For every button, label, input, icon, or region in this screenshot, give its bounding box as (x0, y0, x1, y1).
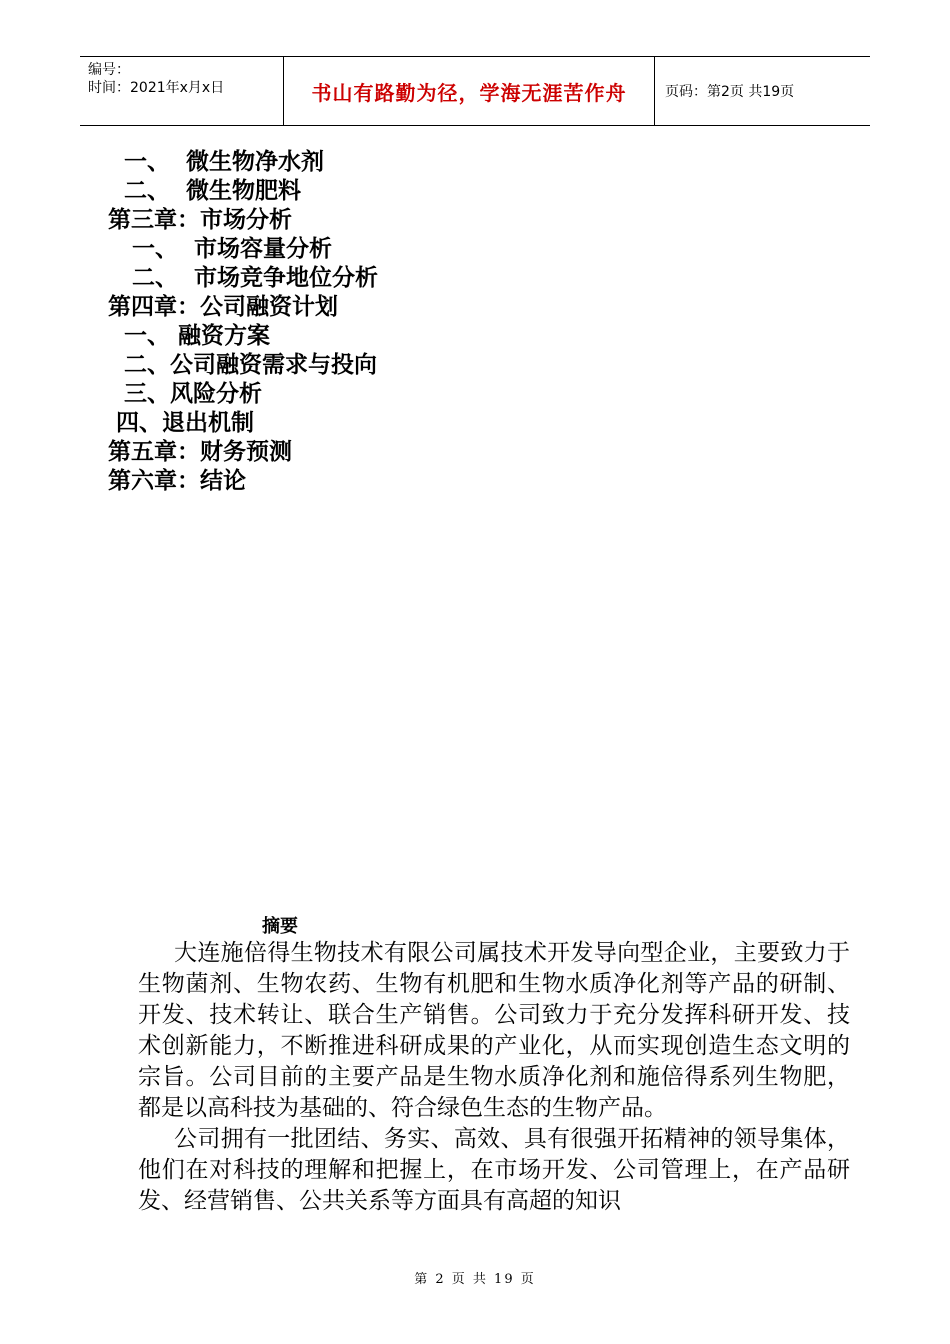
abstract-title: 摘要 (262, 916, 298, 937)
toc-item: 二、 市场竞争地位分析 (108, 265, 379, 291)
abstract-paragraph: 公司拥有一批团结、务实、高效、具有很强开拓精神的领导集体，他们在对科技的理解和把握上，在市场开发、公司管理上，在产品研发、经营销售、公共关系等方面具有高超的知识 (138, 1126, 850, 1214)
toc-chapter: 第四章：公司融资计划 (108, 294, 338, 320)
toc-chapter: 第六章：结论 (108, 468, 246, 494)
toc-item: 一、 微生物净水剂 (108, 149, 325, 175)
toc-chapter: 第五章：财务预测 (108, 439, 292, 465)
header-page-info: 页码：第2页 共19页 (665, 84, 795, 100)
page-footer: 第 2 页 共 19 页 (414, 1272, 536, 1287)
header-meta (80, 57, 283, 125)
header-motto: 书山有路勤为径，学海无涯苦作舟 (283, 57, 655, 125)
toc-item: 一、 融资方案 (108, 323, 271, 349)
abstract-paragraph: 大连施倍得生物技术有限公司属技术开发导向型企业，主要致力于生物菌剂、生物农药、生物有机肥和生物水质净化剂等产品的研制、开发、技术转让、联合生产销售。公司致力于充分发挥科研开发、技术创新能力，不断推进科研成果的产业化，从而实现创造生态文明的宗旨。公司目前的主要产品是生物水质净化剂和施倍得系列生物肥，都是以高科技为基础的、符合绿色生态的生物产品。 (138, 940, 850, 1121)
document-time-label: 时间：2021年x月x日 (88, 80, 225, 96)
toc-item: 一、 市场容量分析 (108, 236, 333, 262)
toc-item: 三、风险分析 (108, 381, 263, 407)
page-header (80, 56, 870, 126)
toc-item: 二、公司融资需求与投向 (108, 352, 378, 378)
toc-chapter: 第三章：市场分析 (108, 207, 292, 233)
document-number-label: 编号： (88, 62, 130, 78)
toc-item: 二、 微生物肥料 (108, 178, 302, 204)
toc-item: 四、退出机制 (108, 410, 255, 436)
abstract-body (138, 938, 850, 1217)
table-of-contents (108, 148, 378, 496)
